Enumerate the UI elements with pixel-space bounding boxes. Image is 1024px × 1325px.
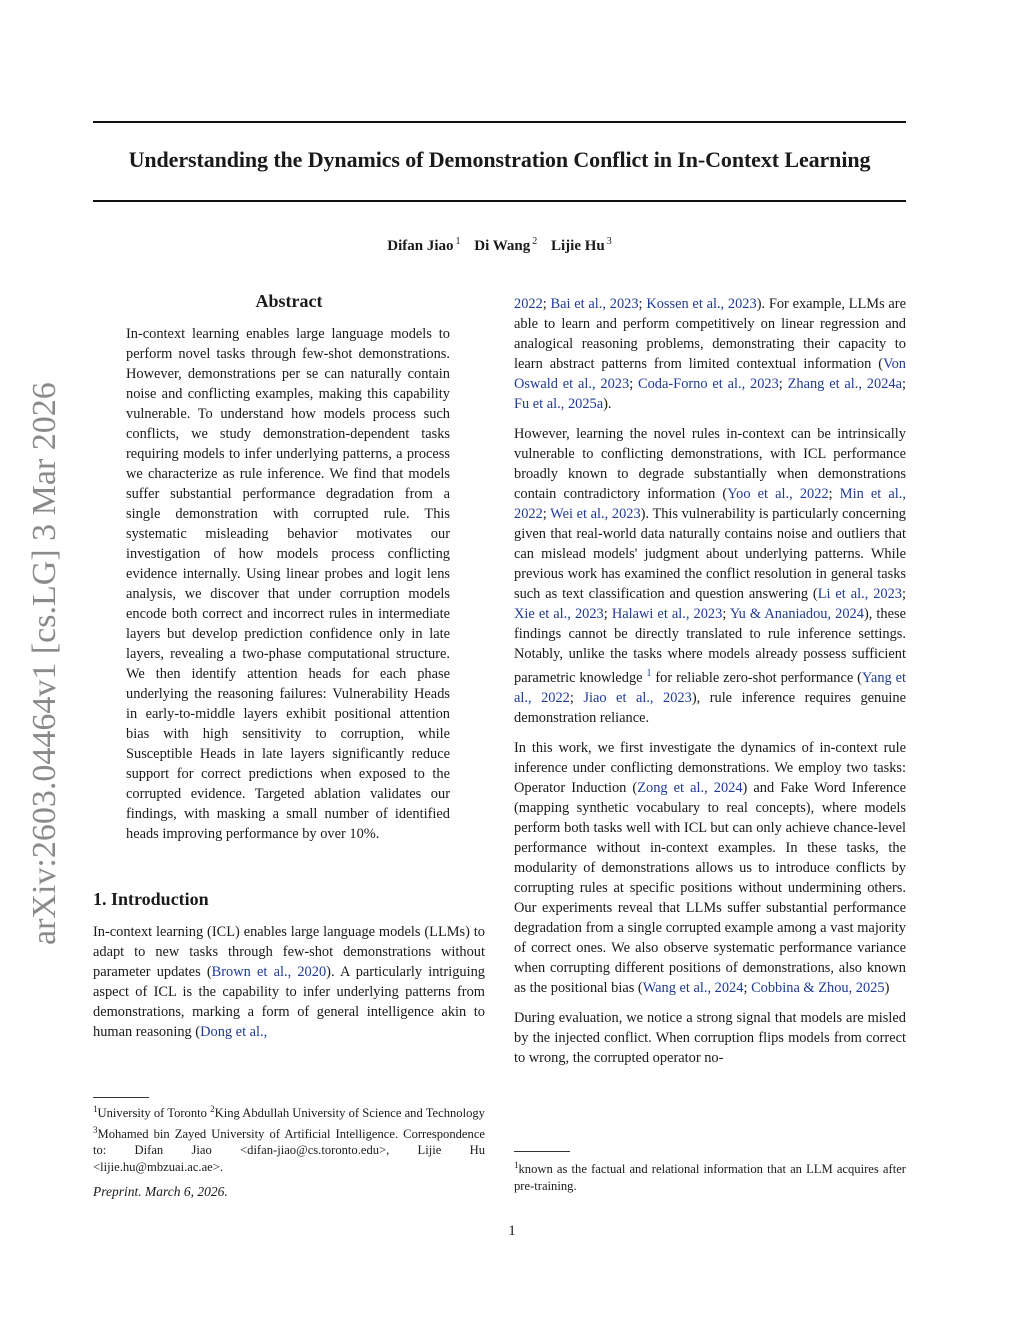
author-3: Lijie Hu $^3$ [551,236,612,254]
citation-link[interactable]: Von Oswald et al., 2023 [514,356,906,392]
citation-link[interactable]: Zong et al., 2024 [637,779,743,796]
citation-link[interactable]: Li et al., 2023 [817,586,902,602]
footnote-1 [514,1151,906,1194]
title-top-rule [93,121,906,123]
left-column [93,291,485,1052]
citation-link[interactable]: Xie et al., 2023 [514,606,604,622]
citation-link[interactable]: Yu & Ananiadou, 2024 [729,606,864,622]
page-number: 1 [508,1223,516,1239]
footnote-1-text: $^1$known as the factual and relational information that an LLM acquires after pre-training. [514,1160,906,1193]
citation-link[interactable]: Wang et al., 2024 [642,979,744,996]
author-2: Di Wang $^2$ [474,236,538,254]
citation-link[interactable]: Zhang et al., 2024a [787,376,902,392]
author-1: Difan Jiao $^1$ [387,236,461,254]
affiliation-footnote-text: $^1$University of Toronto $^2$King Abdullah University of Science and Technology $^3$Mohamed bin Zayed University of Artificial Intelligence. Correspondence to: Difan Jiao <difan-jiao@cs.toronto.edu>, Lijie Hu <lijie.hu@mbzuai.ac.ae>. [93,1104,485,1174]
intro-paragraph-4: During evaluation, we notice a strong signal that models are misled by the injected conflict. When corruption flips models from correct to wrong, the corrupted operator no- [514,1009,906,1066]
intro-paragraph-1: In-context learning (ICL) enables large language models (LLMs) to adapt to new tasks through few-shot demonstrations without parameter updates (Brown et al., 2020). A particularly intriguing aspect of ICL is the capability to infer underlying patterns from demonstrations, marking a form of general intelligence akin to human reasoning (Dong et al., [93,924,486,1040]
citation-link[interactable]: Min et al., 2022 [514,486,906,522]
citation-link[interactable]: Brown et al., 2020 [211,964,327,980]
citation-link[interactable]: Jiao et al., 2023 [583,689,692,706]
citation-link[interactable]: Wei et al., 2023 [550,506,641,522]
abstract-text: In-context learning enables large language models to perform novel tasks through few-shot demonstrations. However, demonstrations per se can naturally contain noise and conflicting examples, making this capability vulnerable. To understand how models process such conflicts, we study demonstration-dependent tasks requiring models to infer underlying patterns, a process we characterize as rule inference. We find that models suffer substantial performance degradation from a single demonstration with corrupted rule. This systematic misleading behavior motivates our investigation of how models process conflicting evidence internally. Using linear probes and logit lens analysis, we discover that under corruption models encode both correct and incorrect rules in intermediate layers but develop prediction confidence only in late layers, revealing a two-phase computational structure. We then identify attention heads for each phase underlying the reasoning failures: Vulnerability Heads in early-to-middle layers exhibit positional attention bias with high sensitivity to corruption, while Susceptible Heads in late layers significantly reduce support for correct predictions when exposed to the corrupted evidence. Targeted ablation validates our findings, with masking a small number of identified heads improving performance by over 10%. [126,326,450,842]
citation-link[interactable]: Cobbina & Zhou, 2025 [751,979,885,996]
citation-link[interactable]: Yang et al., 2022 [514,669,907,706]
title-bottom-rule [93,200,906,202]
preprint-notice: Preprint. March 6, 2026. [93,1184,228,1199]
intro-paragraph-2: However, learning the novel rules in-context can be intrinsically vulnerable to conflicting demonstrations, with ICL performance broadly known to degrade substantially when demonstrations contain contradictory information (Yoo et al., 2022; Min et al., 2022; Wei et al., 2023). This vulnerability is particularly concerning given that real-world data naturally contains noise and outliers that can mislead models' judgment about underlying patterns. While previous work has examined the conflict resolution in general tasks such as text classification and question answering (Li et al., 2023; Xie et al., 2023; Halawi et al., 2023; Yu & Ananiadou, 2024), these findings cannot be directly translated to rule inference settings. Notably, unlike the tasks where models already possess sufficient parametric knowledge $^1$ for reliable zero-shot performance (Yang et al., 2022; Jiao et al., 2023), rule inference requires genuine demonstration reliance. [514,426,907,726]
abstract-heading: Abstract [255,291,323,311]
arxiv-stamp: arXiv:2603.04464v1 [cs.LG] 3 Mar 2026 [26,382,63,945]
citation-link[interactable]: Halawi et al., 2023 [611,606,723,622]
affiliation-footnote [93,1097,485,1175]
citation-link[interactable]: Kossen et al., 2023 [646,296,757,312]
footnote-rule [514,1151,570,1152]
intro-paragraph-3: In this work, we first investigate the dynamics of in-context rule inference under conflicting demonstrations. We employ two tasks: Operator Induction (Zong et al., 2024) and Fake Word Inference (mapping synthetic vocabulary to real concepts), where models perform both tasks well with ICL but can only achieve chance-level performance without in-context examples. In these tasks, the modularity of demonstrations allows us to introduce conflicts by corrupting rules at specific positions without undermining others. Our experiments reveal that LLMs suffer substantial performance degradation from a single corrupted example among a vast majority of correct ones. We also observe systematic performance variance when corrupting different positions of demonstrations, also known as the positional bias (Wang et al., 2024; Cobbina & Zhou, 2025) [514,739,907,996]
citation-link[interactable]: Dong et al., [200,1024,268,1040]
author-list [93,236,906,255]
intro-paragraph-1-continued: 2022; Bai et al., 2023; Kossen et al., 2023). For example, LLMs are able to learn and perform competitively on linear regression and analogical reasoning problems, demonstrating their capacity to learn abstract patterns from limited contextual information (Von Oswald et al., 2023; Coda-Forno et al., 2023; Zhang et al., 2024a; Fu et al., 2025a). [514,296,906,412]
footnote-rule [93,1097,149,1098]
citation-link[interactable]: Bai et al., 2023 [550,296,639,312]
citation-link[interactable]: 2022 [514,296,543,312]
citation-link[interactable]: Yoo et al., 2022 [727,486,829,502]
footnote-reference[interactable]: 1 [646,668,652,679]
citation-link[interactable]: Coda-Forno et al., 2023 [638,376,779,392]
section-heading-introduction: 1. Introduction [93,889,209,909]
paper-title: Understanding the Dynamics of Demonstration Conflict in In-Context Learning [128,147,871,172]
citation-link[interactable]: Fu et al., 2025a [514,396,604,412]
right-column [514,294,906,1078]
